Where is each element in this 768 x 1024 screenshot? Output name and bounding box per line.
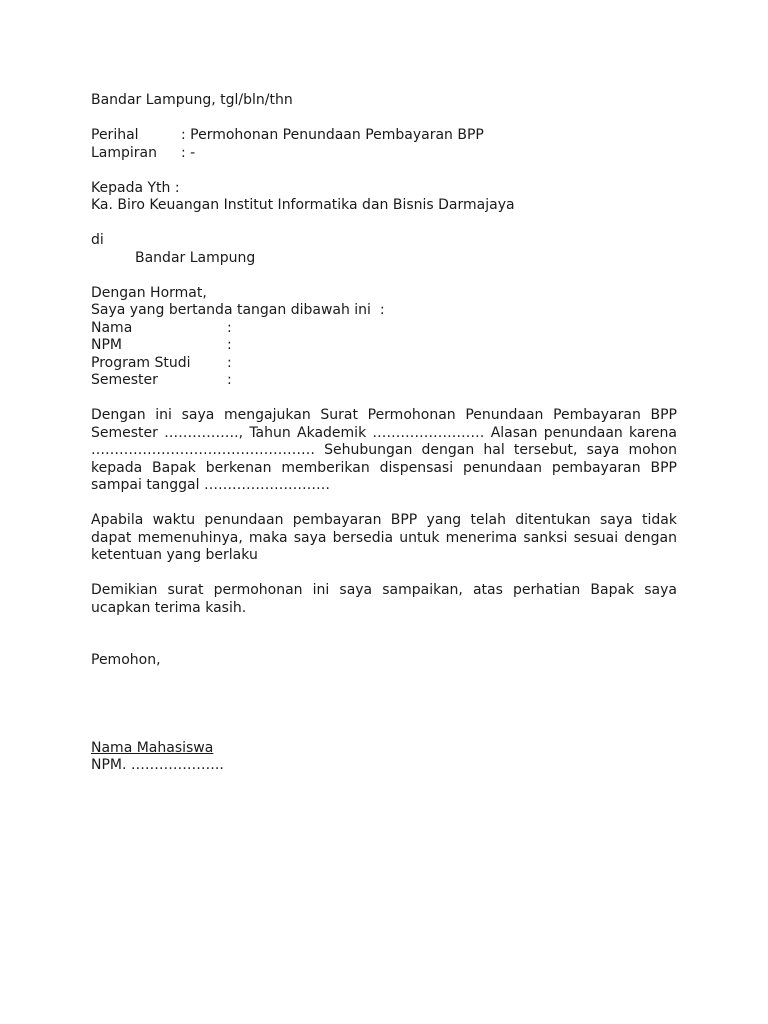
recipient-name: Ka. Biro Keuangan Institut Informatika dan Bisnis Darmajaya [91,197,515,213]
field-separator: : [227,337,232,353]
field-separator: : [227,354,232,371]
field-row-semester [91,372,677,390]
field-label: Semester [91,372,158,388]
signature-npm: NPM. ……………….. [91,757,224,773]
perihal-row [91,127,677,145]
greeting: Dengan Hormat, [91,284,207,301]
lampiran-row [91,145,677,163]
body-paragraph-2: Apabila waktu penundaan pembayaran BPP yang telah ditentukan saya tidak dapat memenuhinya, maka saya bersedia untuk menerima sanksi sesuai dengan ketentuan yang berlaku [91,512,677,563]
signature-name: Nama Mahasiswa [91,739,214,756]
field-separator: : [227,319,232,336]
field-row-npm [91,337,677,355]
perihal-value: : Permohonan Penundaan Pembayaran BPP [181,127,484,143]
recipient-city: Bandar Lampung [135,249,256,266]
field-row-program-studi [91,355,677,373]
intro-line: Saya yang bertanda tangan dibawah ini : [91,302,385,318]
recipient-di: di [91,232,104,248]
lampiran-label: Lampiran [91,144,158,161]
body-paragraph-1: Dengan ini saya mengajukan Surat Permohonan Penundaan Pembayaran BPP Semester ……………., Tahun Akademik …………………… Alasan penundaan karena ………………………………………… Sehubungan dengan hal tersebut, saya mohon kepada Bapak berkenan memberikan dispensasi penundaan pembayaran BPP sampai tanggal ……………………… [91,407,677,493]
recipient-salutation: Kepada Yth : [91,179,180,196]
lampiran-value: : - [181,144,196,161]
field-label: Program Studi [91,354,191,371]
field-separator: : [227,372,232,388]
field-label: NPM [91,337,122,353]
perihal-label: Perihal [91,127,139,143]
body-paragraph-3: Demikian surat permohonan ini saya sampaikan, atas perhatian Bapak saya ucapkan terima kasih. [91,582,677,616]
letter-page [91,92,677,775]
field-label: Nama [91,319,133,336]
signature-label: Pemohon, [91,652,161,668]
field-row-nama [91,320,677,338]
place-date: Bandar Lampung, tgl/bln/thn [91,92,293,108]
